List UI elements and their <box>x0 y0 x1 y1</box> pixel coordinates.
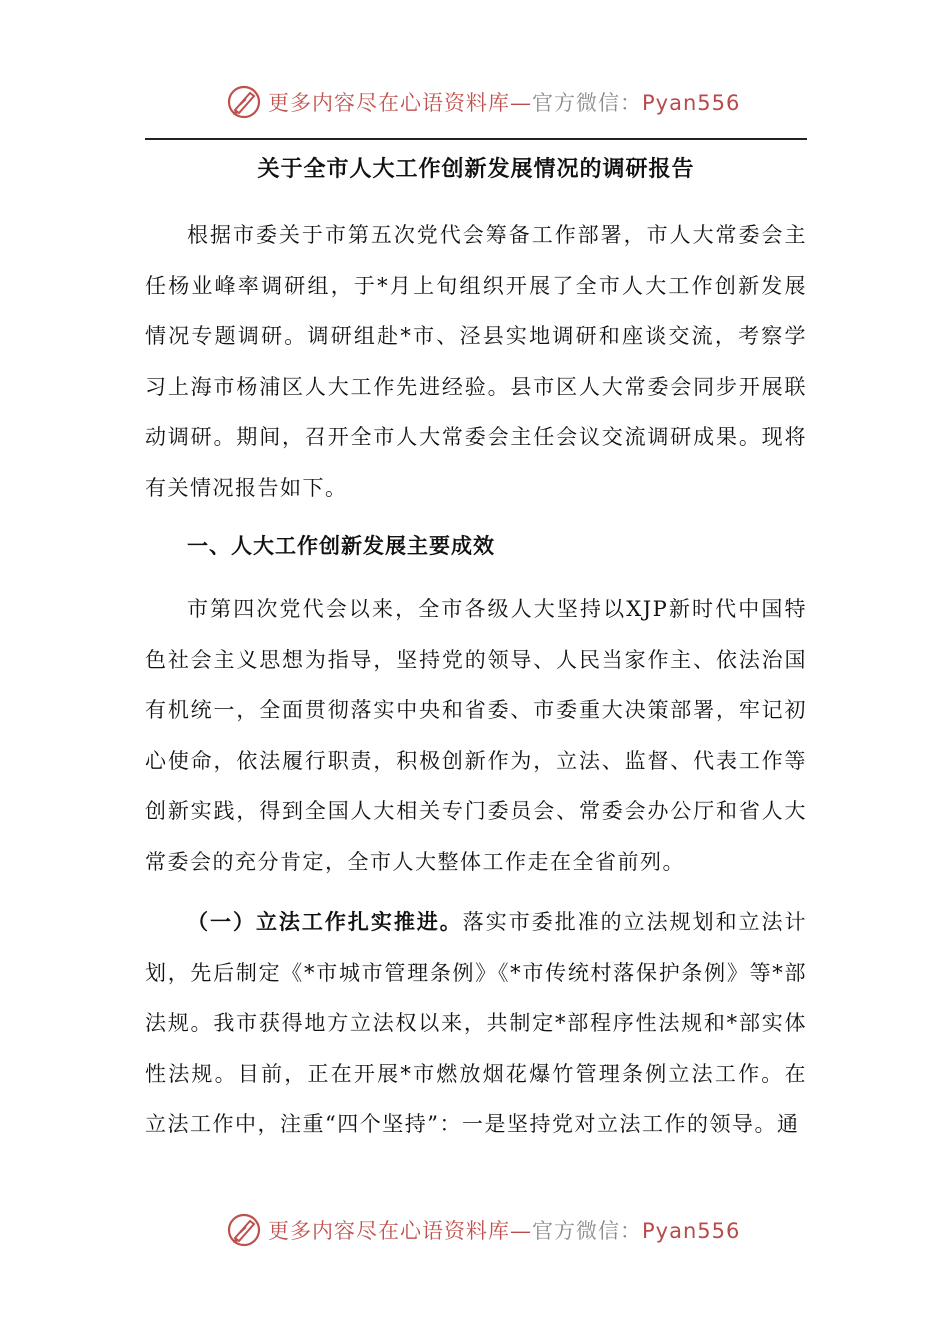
header-divider <box>145 138 807 140</box>
intro-paragraph: 根据市委关于市第五次党代会筹备工作部署，市人大常委会主任杨业峰率调研组，于*月上旬组织开展了全市人大工作创新发展情况专题调研。调研组赴*市、泾县实地调研和座谈交流，考察学习上海市杨浦区人大工作先进经验。县市区人大常委会同步开展联动调研。期间，召开全市人大常委会主任会议交流调研成果。现将有关情况报告如下。 <box>145 223 807 500</box>
subsection1-body: 落实市委批准的立法规划和立法计划，先后制定《*市城市管理条例》《*市传统村落保护条例》等*部法规。我市获得地方立法权以来，共制定*部程序性法规和*部实体性法规。目前，正在开展*市燃放烟花爆竹管理条例立法工作。在立法工作中，注重“四个坚持”：一是坚持党对立法工作的领导。通 <box>145 910 808 1136</box>
footer-banner[interactable] <box>226 1210 740 1250</box>
banner-wechat-label: 官方微信： <box>532 91 642 115</box>
banner-prefix: 更多内容尽在心语资料库 <box>268 1219 510 1243</box>
subsection1-paragraph <box>145 897 807 1150</box>
pen-logo-icon <box>226 1212 262 1248</box>
pen-logo-icon <box>226 84 262 120</box>
banner-dash: — <box>510 91 532 115</box>
banner-wechat-id: Pyan556 <box>642 91 741 115</box>
banner-text <box>268 87 740 117</box>
banner-prefix: 更多内容尽在心语资料库 <box>268 91 510 115</box>
banner-dash: — <box>510 1219 532 1243</box>
document-title: 关于全市人大工作创新发展情况的调研报告 <box>257 157 695 182</box>
section1-paragraph: 市第四次党代会以来，全市各级人大坚持以XJP新时代中国特色社会主义思想为指导，坚持党的领导、人民当家作主、依法治国有机统一，全面贯彻落实中央和省委、市委重大决策部署，牢记初心使命，依法履行职责，积极创新作为，立法、监督、代表工作等创新实践，得到全国人大相关专门委员会、常委会办公厅和省人大常委会的充分肯定，全市人大整体工作走在全省前列。 <box>145 597 807 874</box>
header-banner[interactable] <box>226 82 740 122</box>
section-heading-1: 一、人大工作创新发展主要成效 <box>187 534 495 558</box>
banner-text <box>268 1215 740 1245</box>
banner-wechat-label: 官方微信： <box>532 1219 642 1243</box>
banner-wechat-id: Pyan556 <box>642 1219 741 1243</box>
subsection1-lead: （一）立法工作扎实推进。 <box>187 910 463 934</box>
